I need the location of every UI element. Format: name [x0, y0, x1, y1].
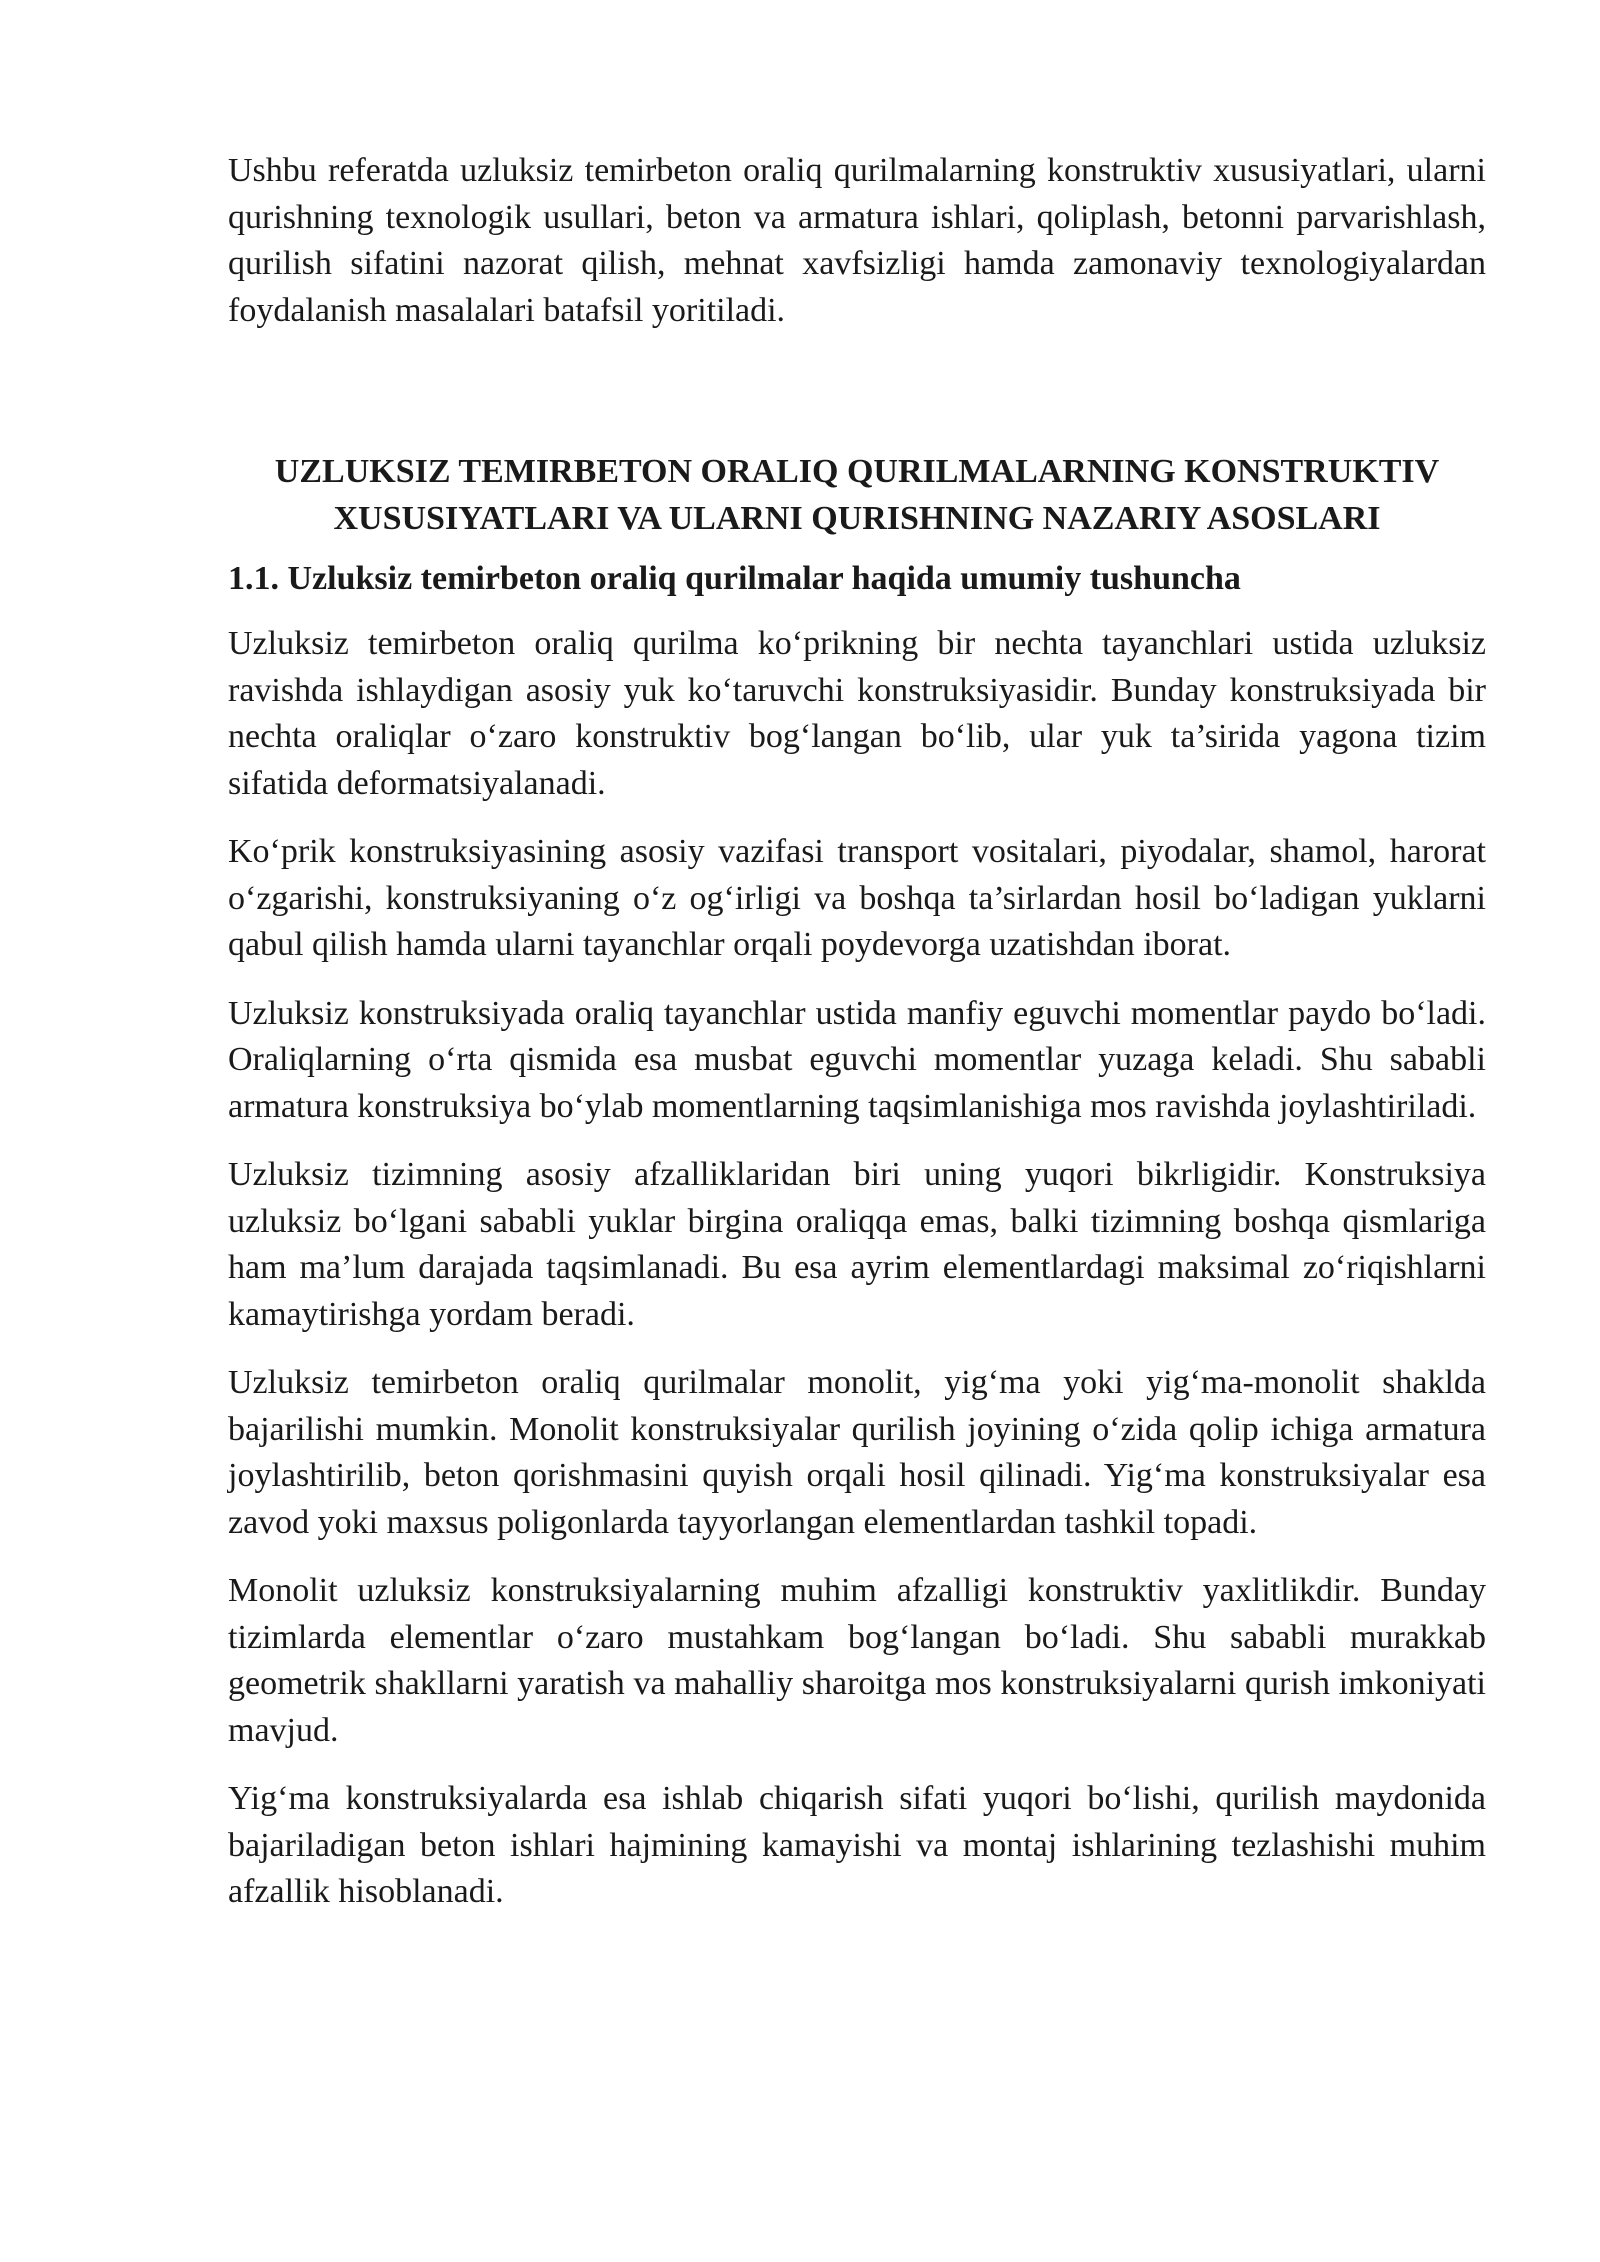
body-paragraph: Uzluksiz temirbeton oraliq qurilmalar monolit, yig‘ma yoki yig‘ma-monolit shaklda bajarilishi mumkin. Monolit konstruksiyalar qurilish joyining o‘zida qolip ichiga armatura joylashtirilib, beton qorishmasini quyish orqali hosil qilinadi. Yig‘ma konstruksiyalar esa zavod yoki maxsus poligonlarda tayyorlangan elementlardan tashkil topadi.	[228, 1364, 1486, 1541]
intro-paragraph: Ushbu referatda uzluksiz temirbeton oraliq qurilmalarning konstruktiv xususiyatlari, ularni qurishning texnologik usullari, beton va armatura ishlari, qoliplash, betonni parvarishlash, qurilish sifatini nazorat qilish, mehnat xavfsizligi hamda zamonaviy texnologiyalardan foydalanish masalalari batafsil yoritiladi.	[228, 152, 1486, 329]
body-paragraph: Uzluksiz konstruksiyada oraliq tayanchlar ustida manfiy eguvchi momentlar paydo bo‘ladi. Oraliqlarning o‘rta qismida esa musbat eguvchi momentlar yuzaga keladi. Shu sababli armatura konstruksiya bo‘ylab momentlarning taqsimlanishiga mos ravishda joylashtiriladi.	[228, 994, 1486, 1125]
document-page	[228, 148, 1486, 1938]
body-paragraph: Ko‘prik konstruksiyasining asosiy vazifasi transport vositalari, piyodalar, shamol, harorat o‘zgarishi, konstruksiyaning o‘z og‘irligi va boshqa ta’sirlardan hosil bo‘ladigan yuklarni qabul qilish hamda ularni tayanchlar orqali poydevorga uzatishdan iborat.	[228, 833, 1486, 963]
body-paragraph: Uzluksiz temirbeton oraliq qurilma ko‘prikning bir nechta tayanchlari ustida uzluksiz ravishda ishlaydigan asosiy yuk ko‘taruvchi konstruksiyasidir. Bunday konstruksiyada bir nechta oraliqlar o‘zaro konstruktiv bog‘langan bo‘lib, ular yuk ta’sirida yagona tizim sifatida deformatsiyalanadi.	[228, 625, 1486, 802]
body-paragraph: Monolit uzluksiz konstruksiyalarning muhim afzalligi konstruktiv yaxlitlikdir. Bunday tizimlarda elementlar o‘zaro mustahkam bog‘langan bo‘ladi. Shu sababli murakkab geometrik shakllarni yaratish va mahalliy sharoitga mos konstruksiyalarni qurish imkoniyati mavjud.	[228, 1572, 1486, 1749]
body-paragraph: Uzluksiz tizimning asosiy afzalliklaridan biri uning yuqori bikrligidir. Konstruksiya uzluksiz bo‘lgani sababli yuklar birgina oraliqqa emas, balki tizimning boshqa qismlariga ham ma’lum darajada taqsimlanadi. Bu esa ayrim elementlardagi maksimal zo‘riqishlarni kamaytirishga yordam beradi.	[228, 1156, 1486, 1333]
chapter-title: UZLUKSIZ TEMIRBETON ORALIQ QURILMALARNING KONSTRUKTIV XUSUSIYATLARI VA ULARNI QURISHNING NAZARIY ASOSLARI	[274, 453, 1440, 537]
section-title: 1.1. Uzluksiz temirbeton oraliq qurilmalar haqida umumiy tushuncha	[228, 560, 1241, 597]
body-paragraph: Yig‘ma konstruksiyalarda esa ishlab chiqarish sifati yuqori bo‘lishi, qurilish maydonida bajariladigan beton ishlari hajmining kamayishi va montaj ishlarining tezlashishi muhim afzallik hisoblanadi.	[228, 1780, 1486, 1910]
